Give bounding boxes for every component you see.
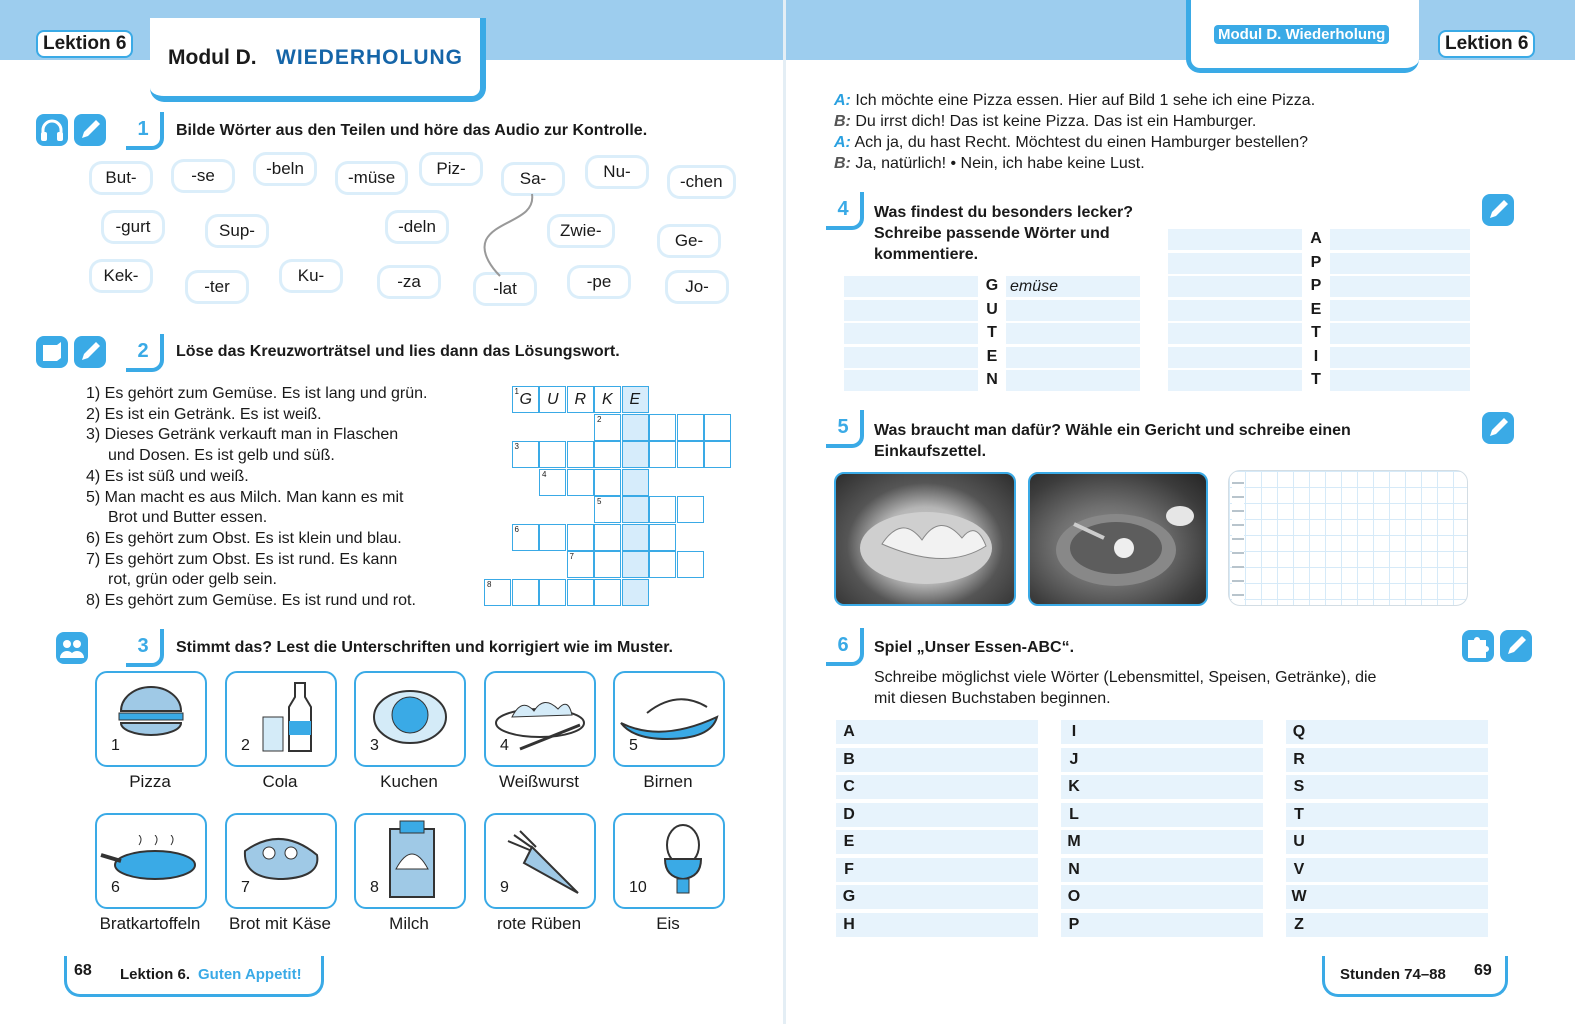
acrostic-line-left[interactable] — [844, 347, 978, 368]
picture-number: 4 — [500, 737, 509, 754]
acrostic-line-left[interactable] — [1168, 300, 1302, 321]
acrostic-line-left[interactable] — [1168, 253, 1302, 274]
flour-bag-icon — [384, 819, 440, 901]
word-chip[interactable]: -gurt — [104, 213, 162, 241]
abc-letter: J — [1069, 750, 1079, 768]
puzzle-icon — [1462, 630, 1494, 662]
acrostic-line-right[interactable] — [1330, 323, 1470, 344]
picture-number: 7 — [241, 879, 250, 896]
abc-write-line[interactable] — [1061, 885, 1263, 909]
abc-write-line[interactable] — [836, 803, 1038, 827]
abc-write-line[interactable] — [1061, 858, 1263, 882]
word-chip[interactable]: -se — [174, 162, 232, 190]
clue: 5) Man macht es aus Milch. Man kann es mit — [86, 488, 404, 506]
carrot-icon — [504, 827, 584, 897]
crossword-cell[interactable] — [594, 386, 621, 413]
dialog-line — [834, 153, 1315, 174]
dialog-line — [834, 111, 1315, 132]
crossword-cell[interactable] — [567, 386, 594, 413]
word-chip[interactable]: Sup- — [208, 217, 266, 245]
picture-10 — [613, 813, 725, 909]
module-title-card — [150, 18, 486, 102]
clue-number: 3 — [514, 442, 519, 451]
abc-letter: F — [844, 860, 854, 878]
crossword-cell[interactable] — [649, 441, 676, 468]
clue: 8) Es gehört zum Gemüse. Es ist rund und rot. — [86, 592, 416, 610]
abc-write-line[interactable] — [1061, 748, 1263, 772]
crossword-cell[interactable] — [512, 579, 539, 606]
picture-5 — [613, 671, 725, 767]
burger-icon — [115, 681, 187, 737]
speaker: B: — [834, 113, 851, 130]
abc-letter: N — [1068, 860, 1080, 878]
abc-write-line[interactable] — [836, 720, 1038, 744]
abc-write-line[interactable] — [1286, 748, 1488, 772]
picture-caption: Brot mit Käse — [228, 914, 332, 933]
crossword-clues — [86, 384, 428, 612]
abc-letter: Z — [1294, 915, 1304, 933]
word-chip[interactable]: Kek- — [92, 262, 150, 290]
abc-write-line[interactable] — [1286, 858, 1488, 882]
dumplings-photo — [834, 472, 1016, 606]
instruction-line: kommentiere. — [874, 246, 979, 263]
abc-write-line[interactable] — [1286, 803, 1488, 827]
word-chip[interactable]: -müse — [338, 164, 405, 192]
abc-write-line[interactable] — [1286, 913, 1488, 937]
crossword-cell[interactable] — [622, 496, 649, 523]
crossword-cell[interactable] — [677, 414, 704, 441]
crossword-cell[interactable] — [539, 441, 566, 468]
exercise-4-number: 4 — [826, 192, 864, 230]
picture-caption: Kuchen — [380, 772, 438, 791]
borscht-photo — [1028, 472, 1208, 606]
crossword-letter: U — [547, 391, 559, 408]
pencil-icon — [74, 336, 106, 368]
abc-write-line[interactable] — [836, 775, 1038, 799]
word-chip[interactable]: Ku- — [282, 262, 340, 290]
clue: 2) Es ist ein Getränk. Es ist weiß. — [86, 405, 322, 423]
abc-write-line[interactable] — [836, 830, 1038, 854]
crossword-cell[interactable] — [567, 579, 594, 606]
abc-letter: M — [1067, 833, 1081, 850]
abc-letter: B — [843, 750, 855, 768]
exercise-5-instruction — [874, 420, 1351, 462]
example-word: emüse — [1010, 278, 1059, 295]
speaker: A: — [834, 134, 851, 151]
clue: 6) Es gehört zum Obst. Es ist klein und blau. — [86, 529, 402, 547]
picture-caption: Bratkartoffeln — [99, 914, 201, 933]
abc-letter: I — [1071, 723, 1077, 740]
abc-write-line[interactable] — [1286, 775, 1488, 799]
headphones-icon — [36, 114, 68, 146]
page-gutter — [783, 0, 786, 1024]
picture-3 — [354, 671, 466, 767]
crossword-cell[interactable] — [622, 551, 649, 578]
crossword-cell[interactable] — [594, 579, 621, 606]
dialog-text: Du irrst dich! Das ist keine Pizza. Das ist ein Hamburger. — [855, 113, 1257, 130]
word-chip[interactable]: -chen — [670, 168, 733, 196]
pencil-icon — [1482, 194, 1514, 226]
picture-6 — [95, 813, 207, 909]
crossword-cell[interactable] — [539, 386, 566, 413]
picture-4 — [484, 671, 596, 767]
crossword-cell[interactable] — [649, 414, 676, 441]
crossword-cell[interactable] — [512, 386, 539, 413]
acrostic-line-right[interactable] — [1330, 347, 1470, 368]
acrostic-line-left[interactable] — [844, 323, 978, 344]
crossword-cell[interactable] — [594, 496, 621, 523]
text-line: Schreibe möglichst viele Wörter (Lebensmittel, Speisen, Getränke), die — [874, 669, 1377, 686]
abc-write-line[interactable] — [1061, 720, 1263, 744]
picture-number: 3 — [370, 737, 379, 754]
picture-number: 2 — [241, 737, 250, 754]
picture-number: 6 — [111, 879, 120, 896]
acrostic-line-right[interactable] — [1006, 347, 1140, 368]
crossword-cell[interactable] — [622, 386, 649, 413]
acrostic-line-right[interactable] — [1006, 323, 1140, 344]
borscht-photo-icon — [1044, 494, 1194, 594]
abc-write-line[interactable] — [1286, 830, 1488, 854]
acrostic-letter: N — [986, 371, 998, 388]
abc-letter: K — [1068, 778, 1080, 795]
crossword-letter: E — [629, 391, 641, 408]
group-icon — [56, 632, 88, 664]
exercise-2-number: 2 — [126, 334, 164, 372]
page-number-right: 69 — [1474, 962, 1492, 979]
instruction-line: Schreibe passende Wörter und — [874, 225, 1110, 242]
clue: 3) Dieses Getränk verkauft man in Flaschen — [86, 426, 399, 444]
exercise-1-instruction: Bilde Wörter aus den Teilen und höre das Audio zur Kontrolle. — [176, 122, 648, 139]
sample-dialog — [834, 90, 1315, 174]
picture-caption: Cola — [262, 772, 298, 791]
abc-letter: P — [1068, 915, 1080, 933]
clue-number: 7 — [569, 552, 574, 561]
clue: 7) Es gehört zum Obst. Es ist rund. Es kann — [86, 550, 398, 568]
clue-number: 8 — [487, 579, 492, 589]
word-chip[interactable]: Zwie- — [550, 217, 612, 245]
pencil-icon — [1482, 412, 1514, 444]
acrostic-letter: U — [986, 300, 998, 318]
frying-pan-icon — [99, 835, 203, 885]
clue-number: 2 — [597, 414, 602, 424]
abc-letter: R — [1293, 750, 1305, 768]
crossword-cell[interactable] — [567, 441, 594, 468]
clue-number: 6 — [514, 524, 519, 534]
picture-caption: Weißwurst — [499, 772, 579, 791]
crossword-cell[interactable] — [649, 524, 676, 551]
picture-caption: Eis — [656, 914, 680, 933]
exercise-4-instruction — [874, 202, 1133, 265]
abc-letter: D — [843, 805, 855, 823]
clue: Brot und Butter essen. — [108, 509, 268, 527]
exercise-6-title: Spiel „Unser Essen-ABC“. — [874, 639, 1075, 656]
acrostic-line-right[interactable] — [1006, 300, 1140, 321]
abc-write-line[interactable] — [1286, 885, 1488, 909]
abc-letter: W — [1291, 888, 1307, 905]
picture-number: 1 — [111, 737, 120, 754]
speaker: B: — [834, 155, 851, 172]
dialog-line — [834, 132, 1315, 153]
picture-9 — [484, 813, 596, 909]
crossword-cell[interactable] — [539, 524, 566, 551]
crossword-cell[interactable] — [677, 551, 704, 578]
crossword-cell[interactable] — [594, 414, 621, 441]
picture-number: 9 — [500, 879, 509, 896]
crossword-cell[interactable] — [539, 579, 566, 606]
crossword-cell[interactable] — [594, 441, 621, 468]
abc-letter: O — [1067, 888, 1081, 905]
exercise-1-number: 1 — [126, 112, 164, 150]
crossword-cell[interactable] — [677, 496, 704, 523]
crossword-cell[interactable] — [567, 469, 594, 496]
instruction-line: Was braucht man dafür? Wähle ein Gericht und schreibe einen — [874, 422, 1351, 439]
abc-letter: V — [1293, 860, 1305, 878]
clue: 4) Es ist süß und weiß. — [86, 467, 249, 485]
picture-caption: Pizza — [129, 772, 171, 791]
word-chip[interactable]: -za — [380, 268, 438, 296]
crossword-cell[interactable] — [677, 441, 704, 468]
acrostic-line-left[interactable] — [1168, 229, 1302, 250]
abc-write-line[interactable] — [1061, 830, 1263, 854]
clue: und Dosen. Es ist gelb und süß. — [108, 447, 335, 465]
pencil-icon — [1500, 630, 1532, 662]
acrostic-letter: I — [1313, 347, 1319, 365]
footer-lesson: Lektion 6. — [120, 966, 191, 983]
crossword-cell[interactable] — [594, 469, 621, 496]
notepad-spiral — [1232, 476, 1244, 600]
picture-caption: Milch — [389, 914, 429, 933]
picture-caption: Birnen — [643, 772, 693, 791]
word-chip[interactable]: But- — [92, 164, 150, 192]
abc-letter: Q — [1292, 723, 1306, 740]
abc-write-line[interactable] — [1061, 775, 1263, 799]
acrostic-line-left[interactable] — [1168, 347, 1302, 368]
footer-hours: Stunden 74–88 — [1340, 966, 1446, 983]
word-chip[interactable]: Ge- — [660, 227, 718, 255]
crossword-letter: G — [519, 391, 532, 408]
abc-write-line[interactable] — [836, 913, 1038, 937]
crossword-grid — [484, 386, 734, 608]
cabbage-icon — [368, 681, 452, 751]
acrostic-line-left[interactable] — [844, 300, 978, 321]
acrostic-line-right[interactable] — [1330, 300, 1470, 321]
acrostic-letter: T — [1311, 371, 1321, 388]
abc-letter: H — [843, 915, 855, 933]
crossword-cell[interactable] — [622, 441, 649, 468]
text-line: mit diesen Buchstaben beginnen. — [874, 690, 1111, 707]
picture-number: 10 — [629, 879, 647, 896]
acrostic-letter: T — [987, 324, 997, 341]
acrostic-line-left[interactable] — [1168, 323, 1302, 344]
acrostic-letter: P — [1310, 277, 1322, 294]
abc-write-line[interactable] — [836, 748, 1038, 772]
abc-letter: A — [843, 723, 855, 740]
crossword-cell[interactable] — [594, 524, 621, 551]
module-title-prefix: Modul D. — [168, 46, 257, 69]
lesson-tag-left: Lektion 6 — [36, 30, 133, 58]
abc-write-line[interactable] — [836, 885, 1038, 909]
acrostic-line-right[interactable] — [1006, 370, 1140, 391]
dialog-line — [834, 90, 1315, 111]
crossword-cell[interactable] — [567, 551, 594, 578]
crossword-letter: K — [602, 391, 613, 408]
acrostic-line-right[interactable] — [1330, 253, 1470, 274]
picture-7 — [225, 813, 337, 909]
exercise-2-instruction: Löse das Kreuzworträtsel und lies dann das Lösungswort. — [176, 343, 620, 360]
clue: 1) Es gehört zum Gemüse. Es ist lang und grün. — [86, 385, 428, 402]
acrostic-letter: G — [985, 277, 999, 294]
crossword-cell[interactable] — [512, 524, 539, 551]
clue: rot, grün oder gelb sein. — [108, 571, 277, 589]
abc-letter: S — [1293, 778, 1305, 795]
milk-bottle-icon — [257, 677, 321, 757]
crossword-cell[interactable] — [649, 496, 676, 523]
egg-icon — [651, 821, 715, 901]
word-chip[interactable]: Nu- — [588, 158, 646, 186]
crossword-cell[interactable] — [704, 414, 731, 441]
pencil-icon — [74, 114, 106, 146]
abc-write-line[interactable] — [836, 858, 1038, 882]
dialog-text: Ach ja, du hast Recht. Möchtest du einen Hamburger bestellen? — [854, 134, 1309, 151]
picture-number: 5 — [629, 737, 638, 754]
instruction-line: Einkaufszettel. — [874, 443, 987, 460]
word-chip[interactable]: -lat — [476, 275, 534, 303]
lesson-tag-right: Lektion 6 — [1438, 30, 1535, 58]
acrostic-letter: E — [986, 347, 998, 365]
acrostic-letter: A — [1310, 230, 1322, 247]
footer-lesson-title: Guten Appetit! — [198, 966, 302, 983]
acrostic-line-right[interactable] — [1330, 276, 1470, 297]
picture-caption: rote Rüben — [496, 914, 582, 933]
clue-number: 5 — [597, 497, 602, 506]
acrostic-line-left[interactable] — [844, 276, 978, 297]
dialog-text: Ich möchte eine Pizza essen. Hier auf Bild 1 sehe ich eine Pizza. — [855, 92, 1316, 109]
shopping-list-notepad[interactable] — [1228, 470, 1468, 606]
crossword-cell[interactable] — [594, 551, 621, 578]
word-chip[interactable]: Piz- — [422, 155, 480, 183]
picture-number: 8 — [370, 879, 379, 896]
acrostic-line-left[interactable] — [844, 370, 978, 391]
exercise-3-number: 3 — [126, 629, 164, 667]
acrostic-letter: E — [1310, 300, 1322, 318]
dialog-text: Ja, natürlich! • Nein, ich habe keine Lust. — [855, 155, 1145, 172]
crossword-cell[interactable] — [567, 524, 594, 551]
picture-8 — [354, 813, 466, 909]
acrostic-letter: P — [1310, 253, 1322, 271]
instruction-line: Was findest du besonders lecker? — [874, 204, 1134, 221]
bananas-icon — [617, 693, 721, 743]
crossword-cell[interactable] — [512, 441, 539, 468]
sausage-bread-icon — [239, 829, 323, 885]
clue-number: 1 — [514, 387, 519, 396]
abc-letter: L — [1069, 805, 1079, 823]
speaker: A: — [834, 92, 851, 109]
crossword-cell[interactable] — [622, 414, 649, 441]
abc-letter: E — [843, 833, 855, 850]
crossword-cell[interactable] — [539, 469, 566, 496]
word-chip[interactable]: -beln — [256, 155, 314, 183]
exercise-5-number: 5 — [826, 410, 864, 448]
module-tag-right: Modul D. Wiederholung — [1214, 25, 1389, 44]
dumplings-photo-icon — [856, 498, 996, 588]
acrostic-line-left[interactable] — [1168, 370, 1302, 391]
crossword-cell[interactable] — [484, 579, 511, 606]
clue-number: 4 — [542, 469, 547, 479]
acrostic-letter: T — [1311, 324, 1321, 341]
abc-letter: G — [842, 888, 856, 905]
abc-write-line[interactable] — [1061, 913, 1263, 937]
picture-1 — [95, 671, 207, 767]
abc-write-line[interactable] — [1286, 720, 1488, 744]
exercise-6-number: 6 — [826, 628, 864, 666]
crossword-cell[interactable] — [622, 524, 649, 551]
book-icon — [36, 336, 68, 368]
word-chip[interactable]: Jo- — [668, 273, 726, 301]
abc-letter: C — [843, 778, 855, 795]
crossword-cell[interactable] — [649, 551, 676, 578]
acrostic-line-right[interactable] — [1330, 370, 1470, 391]
crossword-cell[interactable] — [622, 469, 649, 496]
word-chip[interactable]: Sa- — [504, 165, 562, 193]
abc-letter: T — [1294, 805, 1304, 823]
crossword-cell[interactable] — [622, 579, 649, 606]
crossword-letter: R — [574, 391, 587, 408]
word-chip[interactable]: -pe — [570, 268, 628, 296]
exercise-6-text — [874, 667, 1376, 709]
exercise-3-instruction: Stimmt das? Lest die Unterschriften und korrigiert wie im Muster. — [176, 639, 673, 656]
abc-letter: U — [1293, 833, 1305, 850]
crossword-cell[interactable] — [704, 441, 731, 468]
acrostic-line-right[interactable] — [1330, 229, 1470, 250]
page-number-left: 68 — [74, 962, 92, 979]
module-title-main: WIEDERHOLUNG — [276, 46, 463, 69]
picture-2 — [225, 671, 337, 767]
connector-line — [476, 190, 546, 280]
word-chip[interactable]: -deln — [388, 213, 446, 241]
word-chip[interactable]: -ter — [188, 273, 246, 301]
acrostic-line-left[interactable] — [1168, 276, 1302, 297]
abc-write-line[interactable] — [1061, 803, 1263, 827]
